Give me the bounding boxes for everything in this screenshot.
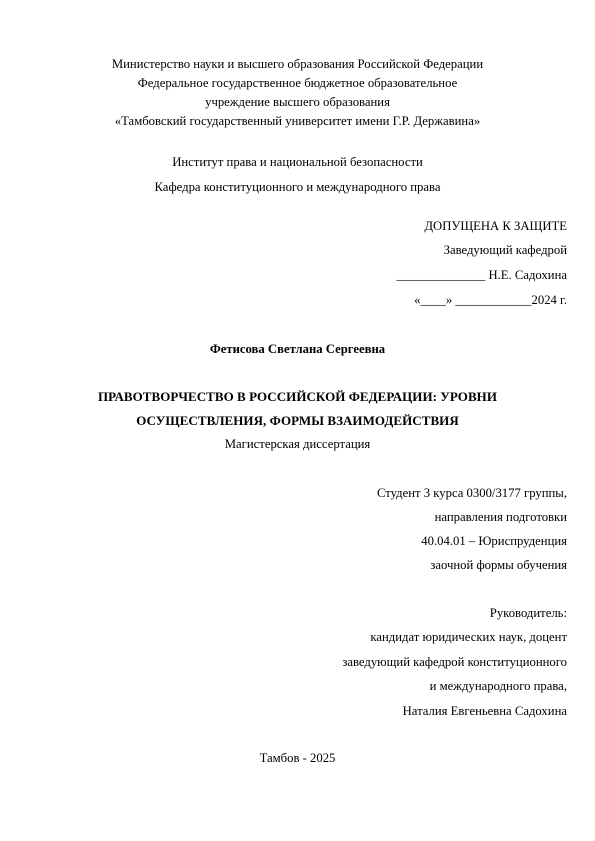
supervisor-name: Наталия Евгеньевна Садохина bbox=[402, 704, 567, 718]
student-info-line: заочной формы обучения bbox=[430, 558, 567, 572]
supervisor-label: Руководитель: bbox=[489, 606, 567, 620]
institution-level-line: учреждение высшего образования bbox=[205, 95, 390, 109]
institution-type-line: Федеральное государственное бюджетное образовательное bbox=[137, 76, 458, 90]
thesis-title-line-2: ОСУЩЕСТВЛЕНИЯ, ФОРМЫ ВЗАИМОДЕЙСТВИЯ bbox=[136, 413, 459, 428]
approval-position: Заведующий кафедрой bbox=[443, 243, 567, 257]
student-info-line: 40.04.01 – Юриспруденция bbox=[421, 534, 567, 548]
approval-date-line: «____» ____________2024 г. bbox=[414, 293, 567, 307]
city-year: Тамбов - 2025 bbox=[259, 751, 336, 765]
supervisor-info-line: заведующий кафедрой конституционного bbox=[342, 655, 567, 669]
university-name: «Тамбовский государственный университет имени Г.Р. Державина» bbox=[114, 114, 481, 128]
student-info-line: Студент 3 курса 0300/3177 группы, bbox=[376, 486, 567, 500]
supervisor-info-line: и международного права, bbox=[429, 679, 567, 693]
thesis-title-line-1: ПРАВОТВОРЧЕСТВО В РОССИЙСКОЙ ФЕДЕРАЦИИ: УРОВНИ bbox=[97, 389, 498, 404]
institute-name: Институт права и национальной безопасности bbox=[172, 155, 423, 169]
ministry-line: Министерство науки и высшего образования Российской Федерации bbox=[111, 57, 484, 71]
supervisor-info-line: кандидат юридических наук, доцент bbox=[370, 630, 567, 644]
author-name: Фетисова Светлана Сергеевна bbox=[209, 342, 386, 356]
thesis-type: Магистерская диссертация bbox=[224, 437, 371, 451]
approval-signature-line: ______________ Н.Е. Садохина bbox=[396, 268, 567, 282]
student-info-line: направления подготовки bbox=[434, 510, 567, 524]
approval-status: ДОПУЩЕНА К ЗАЩИТЕ bbox=[424, 219, 567, 233]
department-name: Кафедра конституционного и международного права bbox=[154, 180, 441, 194]
